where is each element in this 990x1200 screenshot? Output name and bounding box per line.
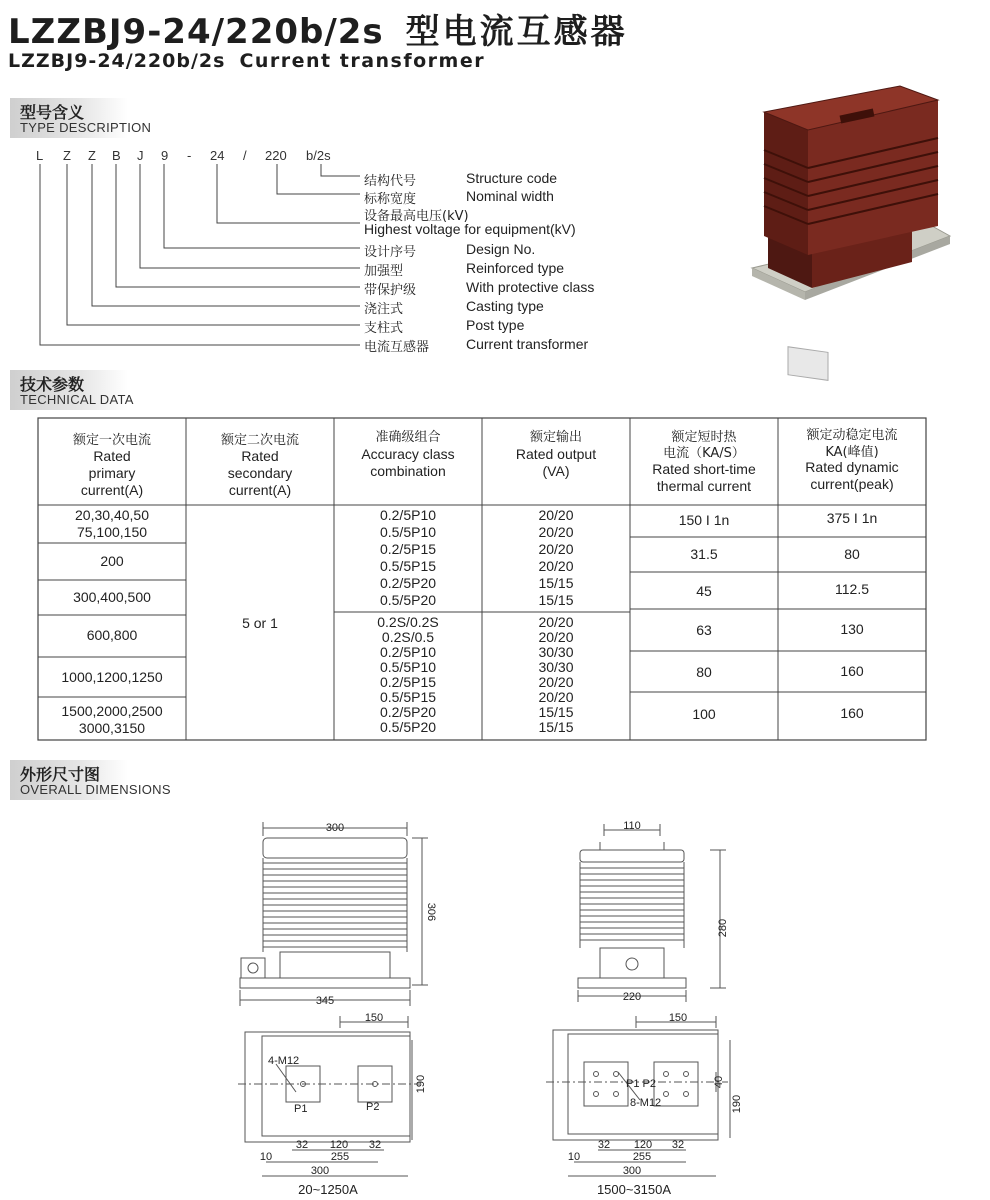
header-thermal: thermal current	[656, 478, 752, 494]
dim-right-plan-top: 150	[668, 1012, 688, 1024]
subtitle-model: LZZBJ9-24/220b/2s	[8, 50, 226, 72]
code-letter: 220	[265, 148, 287, 163]
cell-output: 20/20	[538, 524, 574, 540]
cell-accuracy: 0.2/5P10	[379, 644, 437, 660]
header-primary: primary	[88, 465, 136, 481]
cell-thermal: 31.5	[690, 546, 718, 562]
header-output-cn: 额定输出	[529, 430, 583, 445]
type-item: 电流互感器 Current transformer	[364, 336, 589, 355]
code-letter: L	[36, 148, 44, 163]
dim-left-plan-b1: 32	[295, 1139, 309, 1151]
dim-right-plan-b5: 255	[632, 1151, 652, 1163]
type-item: 标称宽度 Nominal width	[364, 188, 554, 207]
dim-right-bottom: 220	[622, 991, 642, 1003]
cell-accuracy: 0.5/5P10	[379, 524, 437, 540]
dim-left-plan-b4: 10	[259, 1151, 273, 1163]
section-title-cn: 型号含义	[20, 103, 85, 122]
cell-accuracy: 0.2/5P20	[379, 704, 437, 720]
section-title-en: TECHNICAL DATA	[20, 392, 134, 407]
front-view-right	[578, 824, 726, 1002]
type-item: 设备最高电压(kV)	[364, 209, 469, 224]
dim-right-top: 110	[623, 820, 641, 832]
front-view-left	[240, 822, 428, 1006]
code-letter: /	[243, 148, 247, 163]
code-letter: J	[137, 148, 144, 163]
cell-output: 20/20	[538, 541, 574, 557]
header-accuracy: combination	[370, 463, 446, 479]
header-thermal: Rated short-time	[652, 461, 756, 477]
code-letter: Z	[88, 148, 96, 163]
code-letter: 9	[161, 148, 169, 163]
cell-output: 15/15	[538, 592, 574, 608]
code-letter: Z	[63, 148, 71, 163]
cell-accuracy: 0.2/5P15	[379, 541, 437, 557]
dim-right-plan-bolt: 8-M12	[630, 1097, 662, 1109]
cell-primary: 1000,1200,1250	[61, 669, 163, 685]
cell-primary: 75,100,150	[76, 524, 148, 540]
title-model: LZZBJ9-24/220b/2s	[8, 12, 384, 52]
header-output: (VA)	[542, 463, 570, 479]
header-dynamic: Rated dynamic	[805, 459, 899, 475]
dim-left-plan-p2: P2	[366, 1101, 380, 1113]
cell-primary: 20,30,40,50	[75, 507, 149, 523]
dim-left-top: 300	[325, 822, 345, 834]
type-item: 加强型 Reinforced type	[364, 260, 565, 279]
code-letter: 24	[210, 148, 225, 163]
product-photo	[752, 86, 950, 380]
header-dynamic-cn: KA(峰值)	[825, 445, 879, 460]
cell-accuracy: 0.2/5P10	[379, 507, 437, 523]
header-dynamic: current(peak)	[810, 476, 894, 492]
code-letter: B	[112, 148, 121, 163]
header-dynamic-cn: 额定动稳定电流	[806, 428, 898, 443]
dim-right-plan-p12: P1 P2	[626, 1078, 656, 1090]
cell-thermal: 100	[692, 706, 716, 722]
subtitle-en: Current transformer	[239, 50, 486, 72]
header-primary-cn: 额定一次电流	[72, 433, 152, 448]
header-secondary: Rated	[241, 448, 279, 464]
cell-output: 20/20	[538, 629, 574, 645]
cell-accuracy: 0.5/5P20	[379, 592, 437, 608]
cell-accuracy: 0.2/5P20	[379, 575, 437, 591]
cell-thermal: 45	[696, 583, 712, 599]
cell-output: 15/15	[538, 575, 574, 591]
dim-left-plan-p1: P1	[294, 1103, 308, 1115]
cell-accuracy: 0.2S/0.2S	[377, 614, 439, 630]
type-item: 浇注式 Casting type	[364, 298, 544, 317]
dim-right-plan-b4: 10	[567, 1151, 581, 1163]
cell-dynamic: 112.5	[835, 581, 869, 597]
caption-right: 1500~3150A	[596, 1182, 672, 1197]
header-primary: Rated	[93, 448, 131, 464]
cell-accuracy: 0.2S/0.5	[381, 629, 435, 645]
section-title-en: OVERALL DIMENSIONS	[20, 782, 171, 797]
dim-right-plan-b3: 32	[671, 1139, 685, 1151]
type-item: 设计序号 Design No.	[364, 241, 536, 260]
cell-dynamic: 375 I 1n	[826, 510, 878, 526]
dim-right-plan-h1: 40	[713, 1075, 725, 1089]
cell-thermal: 63	[696, 622, 712, 638]
cell-output: 20/20	[538, 614, 574, 630]
cell-accuracy: 0.2/5P15	[379, 674, 437, 690]
cell-output: 20/20	[538, 689, 574, 705]
type-item: 结构代号 Structure code	[364, 170, 558, 189]
header-secondary-cn: 额定二次电流	[220, 433, 300, 448]
cell-thermal: 80	[696, 664, 712, 680]
dim-left-plan-top: 150	[364, 1012, 384, 1024]
type-item: 支柱式 Post type	[364, 317, 525, 336]
cell-primary: 1500,2000,2500	[61, 703, 163, 719]
header-thermal-cn: 额定短时热	[671, 430, 737, 445]
cell-output: 20/20	[538, 558, 574, 574]
dim-left-plan-b5: 255	[330, 1151, 350, 1163]
dim-left-plan-b2: 120	[329, 1139, 349, 1151]
header-primary: current(A)	[80, 482, 144, 498]
header-accuracy-cn: 准确级组合	[375, 430, 441, 445]
cell-dynamic: 160	[840, 705, 864, 721]
cell-accuracy: 0.5/5P15	[379, 689, 437, 705]
cell-output: 30/30	[538, 644, 574, 660]
cell-thermal: 150 I 1n	[678, 512, 730, 528]
cell-output: 15/15	[538, 719, 574, 735]
title-cn: 型电流互感器	[405, 12, 628, 52]
header-secondary: secondary	[227, 465, 293, 481]
cell-accuracy: 0.5/5P15	[379, 558, 437, 574]
dim-left-plan-bolt: 4-M12	[268, 1055, 300, 1067]
cell-output: 30/30	[538, 659, 574, 675]
header-thermal-cn: 电流（KA/S）	[663, 446, 745, 461]
header-output: Rated output	[515, 446, 597, 462]
dim-right-plan-height: 190	[731, 1094, 743, 1114]
dim-left-bottom: 345	[315, 995, 335, 1007]
cell-dynamic: 130	[840, 621, 864, 637]
tech-table	[38, 418, 926, 740]
cell-accuracy: 0.5/5P20	[379, 719, 437, 735]
dim-left-plan-height: 190	[415, 1074, 427, 1094]
leader-lines	[40, 164, 360, 345]
header-secondary: current(A)	[228, 482, 292, 498]
code-letter: -	[187, 148, 192, 163]
type-item: 带保护级 With protective class	[364, 279, 595, 298]
dim-right-plan-b1: 32	[597, 1139, 611, 1151]
dim-right-height: 280	[717, 918, 729, 938]
dim-left-plan-b6: 300	[310, 1165, 330, 1177]
section-title-cn: 外形尺寸图	[20, 765, 101, 784]
code-letter: b/2s	[306, 148, 331, 163]
cell-output: 20/20	[538, 674, 574, 690]
cell-primary: 600,800	[86, 627, 138, 643]
cell-accuracy: 0.5/5P10	[379, 659, 437, 675]
cell-dynamic: 160	[840, 663, 864, 679]
cell-primary: 3000,3150	[78, 720, 146, 736]
cell-secondary: 5 or 1	[242, 615, 278, 631]
dim-left-plan-b3: 32	[368, 1139, 382, 1151]
cell-output: 20/20	[538, 507, 574, 523]
header-accuracy: Accuracy class	[361, 446, 455, 462]
caption-left: 20~1250A	[298, 1182, 358, 1197]
cell-output: 15/15	[538, 704, 574, 720]
dim-left-height: 306	[425, 902, 437, 922]
cell-primary: 200	[100, 553, 124, 569]
cell-dynamic: 80	[844, 546, 860, 562]
dim-right-plan-b6: 300	[622, 1165, 642, 1177]
cell-primary: 300,400,500	[73, 589, 151, 605]
dim-right-plan-b2: 120	[633, 1139, 653, 1151]
type-item: Highest voltage for equipment(kV)	[364, 221, 576, 237]
section-title-en: TYPE DESCRIPTION	[20, 120, 152, 135]
section-title-cn: 技术参数	[20, 375, 85, 394]
